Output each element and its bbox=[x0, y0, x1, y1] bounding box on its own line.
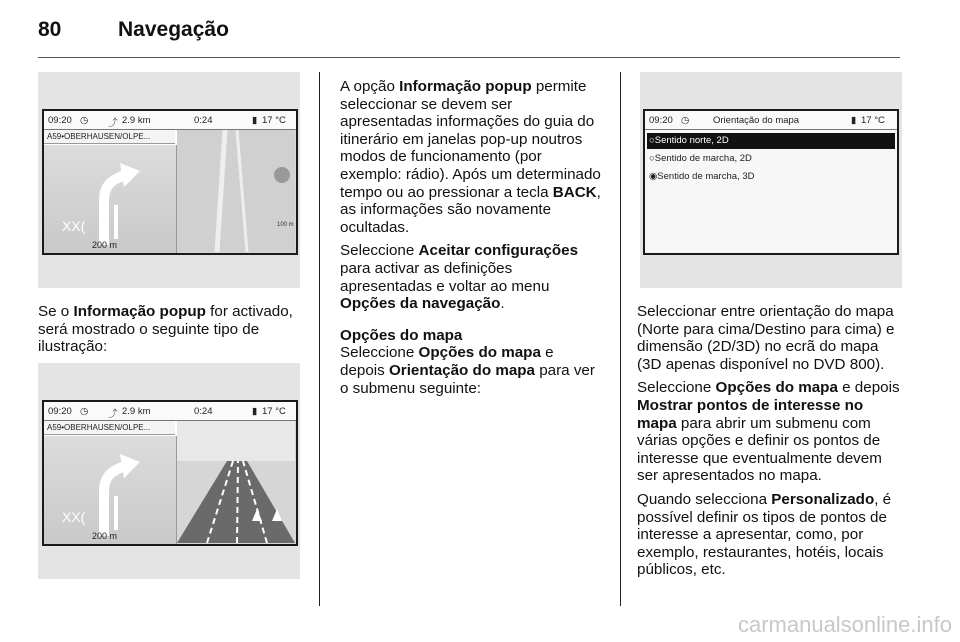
route-icon: ⤴ bbox=[108, 118, 118, 129]
clock: 09:20 bbox=[48, 115, 72, 126]
maneuver-pane bbox=[44, 436, 177, 544]
maneuver-pane bbox=[44, 145, 177, 253]
clock-icon: ◷ bbox=[681, 115, 690, 126]
map-orientation-screen bbox=[643, 109, 899, 255]
page-number: 80 bbox=[38, 18, 62, 41]
col2-paragraph-3: Seleccione Opções do mapa e depois Orientação do mapa para ver o submenu seguinte: bbox=[340, 344, 595, 397]
route-distance: 2.9 km bbox=[122, 115, 151, 126]
lane-guidance-graphic bbox=[177, 421, 295, 543]
watermark: carmanualsonline.info bbox=[737, 612, 952, 637]
eta: 0:24 bbox=[194, 406, 213, 417]
temperature: 17 °C bbox=[262, 406, 286, 417]
clock: 09:20 bbox=[48, 406, 72, 417]
header-rule bbox=[38, 57, 900, 58]
clock-icon: ◷ bbox=[80, 406, 89, 417]
road-name: A59•OBERHAUSEN/OLPE... bbox=[44, 130, 175, 144]
option-heading-2d[interactable]: ○Sentido de marcha, 2D bbox=[649, 153, 752, 164]
clock-icon: ◷ bbox=[80, 115, 89, 126]
route-distance: 2.9 km bbox=[122, 406, 151, 417]
turn-arrow-icon bbox=[44, 436, 174, 542]
column-divider-2 bbox=[620, 72, 621, 606]
map-graphic bbox=[177, 130, 295, 252]
menu-title: Orientação do mapa bbox=[713, 115, 800, 126]
thermometer-icon: ▮ bbox=[252, 115, 258, 126]
eta: 0:24 bbox=[194, 115, 213, 126]
thermometer-icon: ▮ bbox=[252, 406, 258, 417]
clock: 09:20 bbox=[649, 115, 673, 126]
svg-text:XX(: XX( bbox=[62, 509, 86, 525]
turn-arrow-icon bbox=[44, 145, 174, 251]
map-scale: 100 m bbox=[277, 222, 294, 228]
option-heading-3d[interactable]: ◉Sentido de marcha, 3D bbox=[649, 171, 755, 182]
maneuver-distance: 200 m bbox=[92, 531, 118, 541]
status-bar bbox=[44, 402, 296, 421]
col3-paragraph-2: Seleccione Opções do mapa e depois Mostrar pontos de interesse no mapa para abrir um submenu com várias opções e definir os pontos de interesse que eventualmente devem ser apresentados no mapa. bbox=[637, 379, 900, 485]
figure-frame-2 bbox=[38, 363, 300, 579]
thermometer-icon: ▮ bbox=[851, 115, 857, 126]
temperature: 17 °C bbox=[861, 115, 885, 126]
col1-text bbox=[38, 303, 300, 362]
section-heading: Opções do mapa bbox=[340, 326, 463, 344]
figure-frame-1 bbox=[38, 72, 300, 288]
status-bar bbox=[645, 111, 897, 130]
nav-screen-2 bbox=[42, 400, 298, 546]
map-view bbox=[177, 130, 296, 253]
figure-frame-3 bbox=[640, 72, 902, 288]
svg-text:XX(: XX( bbox=[62, 218, 86, 234]
temperature: 17 °C bbox=[262, 115, 286, 126]
nav-screen-1 bbox=[42, 109, 298, 255]
col2-paragraph-1: A opção Informação popup permite seleccionar se devem ser apresentadas informações do guia do itinerário em janelas pop-up noutros modos de funcionamento (por exemplo: rádio). Após um determinado tempo ou ao pressionar a tecla BACK, as informações são novamente ocultadas. bbox=[340, 78, 601, 236]
route-icon: ⤴ bbox=[108, 409, 118, 420]
column-divider-1 bbox=[319, 72, 320, 606]
col3-paragraph-1: Seleccionar entre orientação do mapa (Norte para cima/Destino para cima) e dimensão (2D/3D) no ecrã do mapa (3D apenas disponível no DVD 800). bbox=[637, 303, 895, 373]
option-north-2d[interactable]: ○Sentido norte, 2D bbox=[647, 133, 895, 149]
col1-paragraph: Se o Informação popup for activado, será mostrado o seguinte tipo de ilustração: bbox=[38, 303, 293, 356]
road-name: A59•OBERHAUSEN/OLPE... bbox=[44, 421, 175, 435]
lane-view bbox=[177, 421, 296, 544]
col3-paragraph-3: Quando selecciona Personalizado, é possível definir os tipos de pontos de interesse a apresentar, como, por exemplo, restaurantes, hotéis, locais públicos, etc. bbox=[637, 490, 892, 579]
col2-text bbox=[340, 78, 602, 403]
page-title: Navegação bbox=[118, 18, 229, 41]
maneuver-distance: 200 m bbox=[92, 240, 118, 250]
col3-text bbox=[637, 303, 903, 585]
col2-paragraph-2: Seleccione Aceitar configurações para activar as definições apresentadas e voltar ao menu Opções da navegação. bbox=[340, 242, 579, 313]
status-bar bbox=[44, 111, 296, 130]
